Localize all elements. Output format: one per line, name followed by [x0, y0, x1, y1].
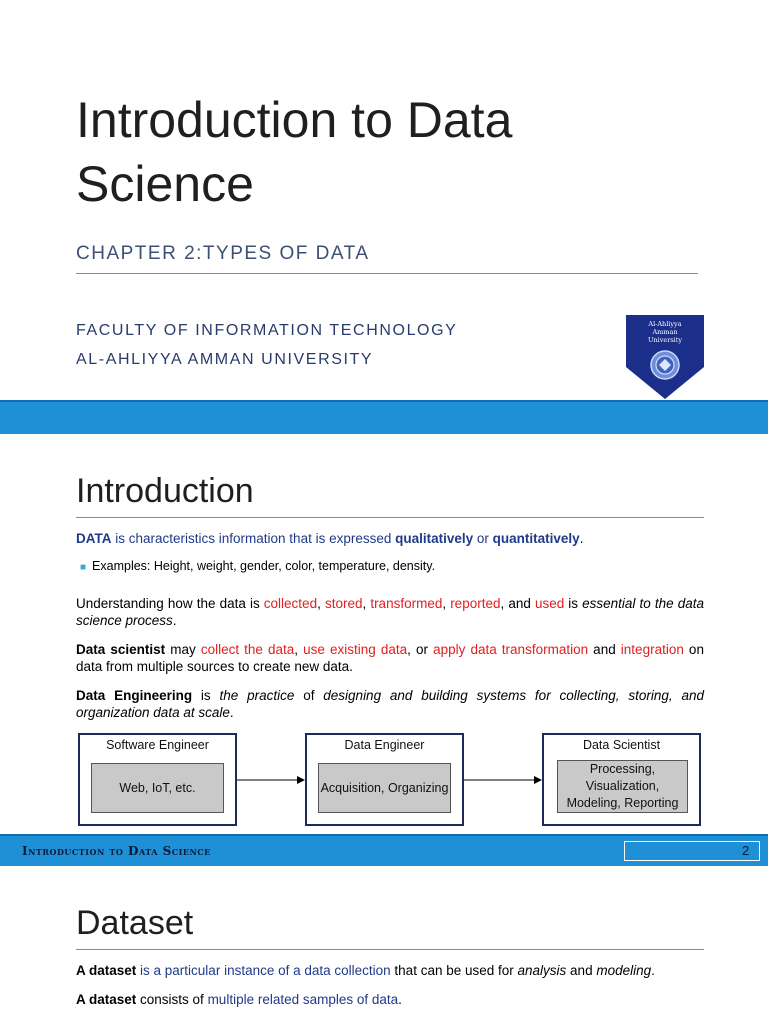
page-number-box: [624, 841, 760, 861]
examples-bullet: ■ Examples: Height, weight, gender, color, temperature, density.: [80, 559, 436, 573]
slide-title: Introduction to Data Science: [76, 92, 513, 212]
box-title: Software Engineer: [106, 738, 209, 752]
logo-line-2: Amman: [652, 328, 678, 336]
data-definition: DATA is characteristics information that is expressed qualitatively or quantitatively.: [76, 531, 584, 546]
footer-title: Introduction to Data Science: [22, 844, 211, 858]
dataset-composition: A dataset consists of multiple related samples of data.: [76, 992, 402, 1007]
logo-line-1: Al-Ahliyya: [648, 320, 682, 328]
dataset-definition: A dataset is a particular instance of a data collection that can be used for analysis and modeling.: [76, 963, 655, 978]
box-content: Processing, Visualization, Modeling, Reporting: [557, 760, 688, 813]
scientist-paragraph: Data scientist may collect the data, use existing data, or apply data transformation and integration on data from multiple sources to create new data.: [76, 642, 704, 674]
dataset-heading: Dataset: [76, 904, 194, 942]
chapter-subtitle: CHAPTER 2:TYPES OF DATA: [76, 243, 370, 264]
introduction-heading: Introduction: [76, 472, 254, 510]
faculty-name: FACULTY OF INFORMATION TECHNOLOGY: [76, 322, 458, 339]
engineering-paragraph: Data Engineering is the practice of designing and building systems for collecting, storing, and organization data at scale.: [76, 688, 704, 720]
box-title: Data Engineer: [344, 738, 425, 752]
bullet-icon: ■: [80, 562, 87, 573]
box-title: Data Scientist: [582, 738, 661, 752]
box-content: Web, IoT, etc.: [91, 763, 224, 813]
understanding-paragraph: Understanding how the data is collected, stored, transformed, reported, and used is essential to the data science process.: [76, 596, 704, 628]
university-name: AL-AHLIYYA AMMAN UNIVERSITY: [76, 351, 374, 368]
heading-divider: [76, 949, 704, 950]
box-content: Acquisition, Organizing: [318, 763, 451, 813]
logo-line-3: University: [647, 336, 683, 344]
page-number: 2: [742, 843, 750, 858]
